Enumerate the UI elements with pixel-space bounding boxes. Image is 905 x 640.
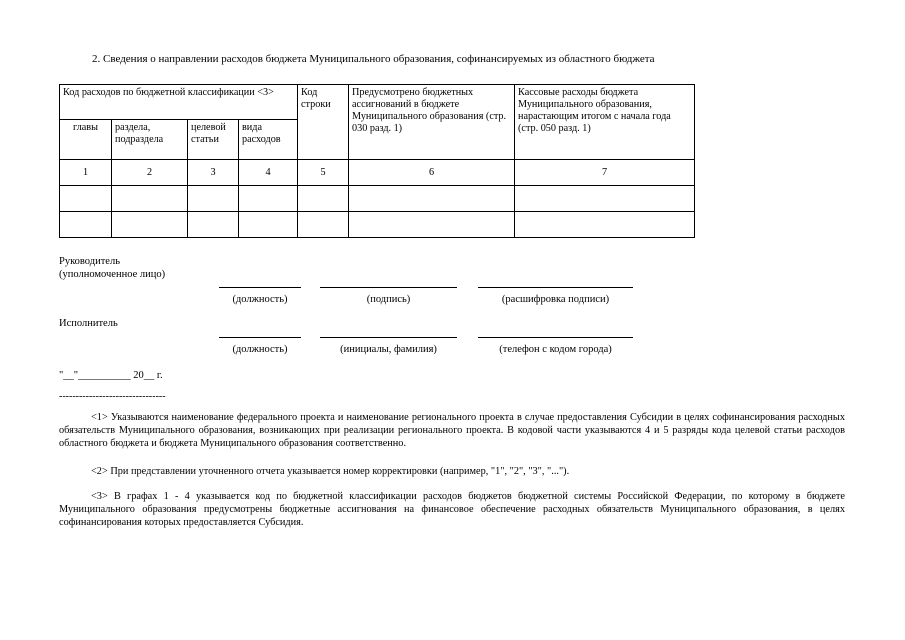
head-decoding-line[interactable] xyxy=(478,287,633,288)
head-decoding-caption: (расшифровка подписи) xyxy=(501,294,610,305)
head-position-caption: (должность) xyxy=(232,294,288,305)
exec-name-line[interactable] xyxy=(320,337,457,338)
head-position-line[interactable] xyxy=(219,287,301,288)
table-cell[interactable] xyxy=(515,186,695,212)
head-signature-caption: (подпись) xyxy=(366,294,411,305)
column-number: 2 xyxy=(112,160,188,186)
subheader-vid: вида расходов xyxy=(239,120,298,160)
table-row xyxy=(60,186,695,212)
exec-position-line[interactable] xyxy=(219,337,301,338)
head-signature-line[interactable] xyxy=(320,287,457,288)
section-heading: 2. Сведения о направлении расходов бюджета Муниципального образования, софинансируемых из областного бюджета xyxy=(92,53,655,65)
executor-label: Исполнитель xyxy=(59,318,118,329)
header-budget-classification: Код расходов по бюджетной классификации <3> xyxy=(60,85,298,120)
subheader-stat: целевой статьи xyxy=(188,120,239,160)
table-cell[interactable] xyxy=(188,186,239,212)
table-cell[interactable] xyxy=(298,212,349,238)
column-number: 5 xyxy=(298,160,349,186)
head-label: Руководитель xyxy=(59,256,120,267)
table-row xyxy=(60,212,695,238)
exec-phone-caption: (телефон с кодом города) xyxy=(499,344,612,355)
table-cell[interactable] xyxy=(298,186,349,212)
exec-phone-line[interactable] xyxy=(478,337,633,338)
footnote-2: <2> При представлении уточненного отчета указывается номер корректировки (например, "1", "2", "3", "..."). xyxy=(91,466,570,477)
header-planned-allocations: Предусмотрено бюджетных ассигнований в бюджете Муниципального образования (стр. 030 разд. 1) xyxy=(349,85,515,160)
footnote-3: <3> В графах 1 - 4 указывается код по бюджетной классификации расходов бюджетов бюджетной системы Российской Федерации, по которому в бюджете Муниципального образования предусмотрены бюджетные ассигнования на финансовое обеспечение расходных обязательств Муниципального образования, в целях софинансирования которых предоставляется Субсидия. xyxy=(59,491,845,528)
footnote-separator: -------------------------------- xyxy=(59,391,166,402)
column-number: 3 xyxy=(188,160,239,186)
head-sublabel: (уполномоченное лицо) xyxy=(59,269,166,280)
column-number: 7 xyxy=(515,160,695,186)
date-field[interactable]: "__"__________ 20__ г. xyxy=(59,370,163,381)
table-cell[interactable] xyxy=(112,212,188,238)
table-cell[interactable] xyxy=(515,212,695,238)
table-cell[interactable] xyxy=(349,186,515,212)
expenditure-table xyxy=(59,84,695,238)
table-cell[interactable] xyxy=(188,212,239,238)
column-number: 6 xyxy=(349,160,515,186)
subheader-glavy: главы xyxy=(60,120,112,160)
column-number: 1 xyxy=(60,160,112,186)
footnote-1: <1> Указываются наименование федерального проекта и наименование регионального проекта в случае предоставления Субсидии в целях софинансирования расходных обязательств Муниципального образования, возникающих при реализации регионального проекта. В кодовой части указываются 4 и 5 разряды кода целевой статьи расходов областного бюджета и бюджета Муниципального образования соответственно. xyxy=(59,412,845,449)
table-cell[interactable] xyxy=(60,212,112,238)
table-cell[interactable] xyxy=(239,186,298,212)
table-cell[interactable] xyxy=(112,186,188,212)
table-cell[interactable] xyxy=(239,212,298,238)
table-cell[interactable] xyxy=(349,212,515,238)
table-cell[interactable] xyxy=(60,186,112,212)
header-line-code: Код строки xyxy=(298,85,349,160)
column-number: 4 xyxy=(239,160,298,186)
header-cash-expenses: Кассовые расходы бюджета Муниципального образования, нарастающим итогом с начала года (стр. 050 разд. 1) xyxy=(515,85,695,160)
exec-name-caption: (инициалы, фамилия) xyxy=(340,344,437,355)
exec-position-caption: (должность) xyxy=(232,344,288,355)
subheader-razdel: раздела, подраздела xyxy=(112,120,188,160)
